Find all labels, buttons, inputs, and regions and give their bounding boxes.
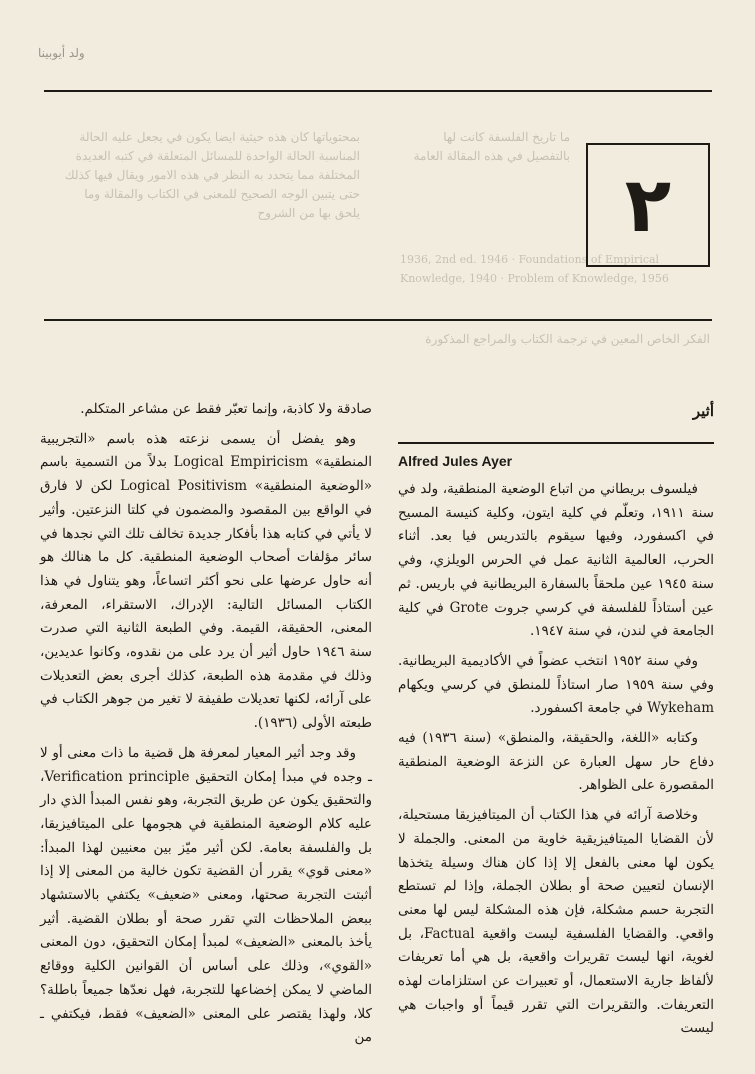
paragraph: وقد وجد أثير المعيار لمعرفة هل قضية ما ذات معنى أو لا ـ وجده في مبدأ إمكان التحقيق Verification principle، والتحقيق يكون عن طريق التجربة، وهو نفس المبدأ الذي دار عليه كلام الوضعية المنطقية في هجومها على الميتافيزيقا، بل والفلسفة بعامة. لكن أثير ميّز بين معنيين لهذا المبدأ: «معنى قوي» يقرر أن القضية تكون خالية من المعنى إلا إذا أثبتت التجربة صحتها، ومعنى «ضعيف» يكتفي بالاستشهاد ببعض الملاحظات التي تقرر صحة أو بطلان القضية. أثير يأخذ بالمعنى «الضعيف» لمبدأ إمكان التحقيق، دون المعنى «القوي»، وذلك على أساس أن القوانين الكلية ووقائع الماضي لا يمكن إخضاعها للتجربة، فهل نعدّها جميعاً باطلة؟ كلا، ولهذا يقتصر على المعنى «الضعيف» فقط، فيكتفي ـ من — [40, 744, 372, 1046]
paragraph: وخلاصة آرائه في هذا الكتاب أن الميتافيزيقا مستحيلة، لأن القضايا الميتافيزيقية خاوية من المعنى. والجملة لا يكون لها معنى بالفعل إلا إذا كان هناك وسيلة يتخذها الإنسان لتعيين صحة أو بطلان الجملة، وإذا لم تستطع التجربة حسم مشكلة، فإن هذه المشكلة ليس لها معنى واقعي. والقضايا الفلسفية ليست واقعية Factual، بل لغوية، انها ليست تقريرات واقعية، بل هي أما تعريفات لألفاظ جارية الاستعمال، أو تعبيرات عن استلزامات لهذه التعريفات. والتقريرات التي تقرر قيماً أو واجبات هي ليست — [398, 807, 714, 1037]
right-column — [398, 478, 714, 1047]
chapter-number-box — [586, 143, 710, 267]
paragraph: صادقة ولا كاذبة، وإنما تعبّر فقط عن مشاعر المتكلم. — [80, 401, 372, 417]
running-head: ولد أيوبينا — [38, 46, 85, 60]
bleed-through-text-left: بمحتوياتها كان هذه حيثية ايضا يكون في يجعل عليه الحالة المناسبة الحالة الواحدة للمسائل المتعلقة في كتبه العديدة المختلفة مما يتحدد به النظر في هذه الامور ويقال فيها كذلك حتى يتبين الوجه الصحيح للمعنى في الكتاب والمقالة وما يلحق بها من الشروح — [64, 130, 360, 220]
bleed-through-text-references: 1936, 2nd ed. 1946 · Foundations of Empirical Knowledge, 1940 · Problem of Knowledge, 1956 — [400, 253, 669, 285]
paragraph: فيلسوف بريطاني من اتباع الوضعية المنطقية، ولد في سنة ١٩١١، وتعلّم في كلية ايتون، وكلية كنيسة المسيح في اكسفورد، وفيها سيقوم بالتدريس فيا بعد. أثناء الحرب، العالمية الثانية عمل في الحرس الويلزي، وفي سنة ١٩٤٥ عين ملحقاً بالسفارة البريطانية في باريس. ثم عين أستاذاً للفلسفة في كرسي جروت Grote في كلية الجامعة في لندن، في سنة ١٩٤٧. — [398, 481, 714, 640]
bleed-through-text-right: ما تاريخ الفلسفة كانت لها بالتفصيل في هذه المقالة العامة — [413, 130, 570, 163]
entry-title-rule — [398, 442, 714, 444]
entry-title-latin: Alfred Jules Ayer — [398, 453, 513, 469]
entry-title-arabic: أثير — [692, 402, 714, 420]
bleed-through-text-lower: الفكر الخاص المعين في ترجمة الكتاب والمراجع المذكورة — [425, 332, 710, 346]
paragraph: وكتابه «اللغة، والحقيقة، والمنطق» (سنة ١٩٣٦) فيه دفاع حار سهل العبارة عن النزعة الوضعية المنطقية المقصورة على الظواهر. — [398, 730, 714, 794]
top-rule — [44, 90, 712, 92]
chapter-number: ٢ — [624, 160, 672, 249]
section-rule — [44, 319, 712, 321]
paragraph: وفي سنة ١٩٥٢ انتخب عضواً في الأكاديمية البريطانية. وفي سنة ١٩٥٩ صار استاذاً للمنطق في كرسي ويكهام Wykeham في جامعة اكسفورد. — [398, 652, 714, 717]
left-column — [40, 398, 372, 1056]
paragraph: وهو يفضل أن يسمى نزعته هذه باسم «التجريبية المنطقية» Logical Empiricism بدلاً من التسمية باسم «الوضعية المنطقية» Logical Positivism لكن لا فارق في الواقع بين المقصود والمضمون في كلتا النزعتين. وأثير لا يأتي في كتابه هذا بأفكار جديدة تخالف تلك التي نجدها في سائر مؤلفات أصحاب الوضعية المنطقية. كل ما هنالك هو أنه حاول عرضها على نحو أكثر اتساعاً، وهو يتناول في هذا الكتاب المسائل التالية: الإدراك، الاستقراء، المعرفة، المعنى، الحقيقة، القيمة. وفي الطبعة الثانية التي صدرت سنة ١٩٤٦ حاول أثير أن يرد على من نقدوه، وكانوا عديدين، وذلك في مقدمة هذه الطبعة، كذلك أجرى بعض التعديلات على آرائه، لكنها تعديلات طفيفة لا تغير من جوهر الكتاب في طبعته الأولى (١٩٣٦). — [40, 430, 373, 732]
